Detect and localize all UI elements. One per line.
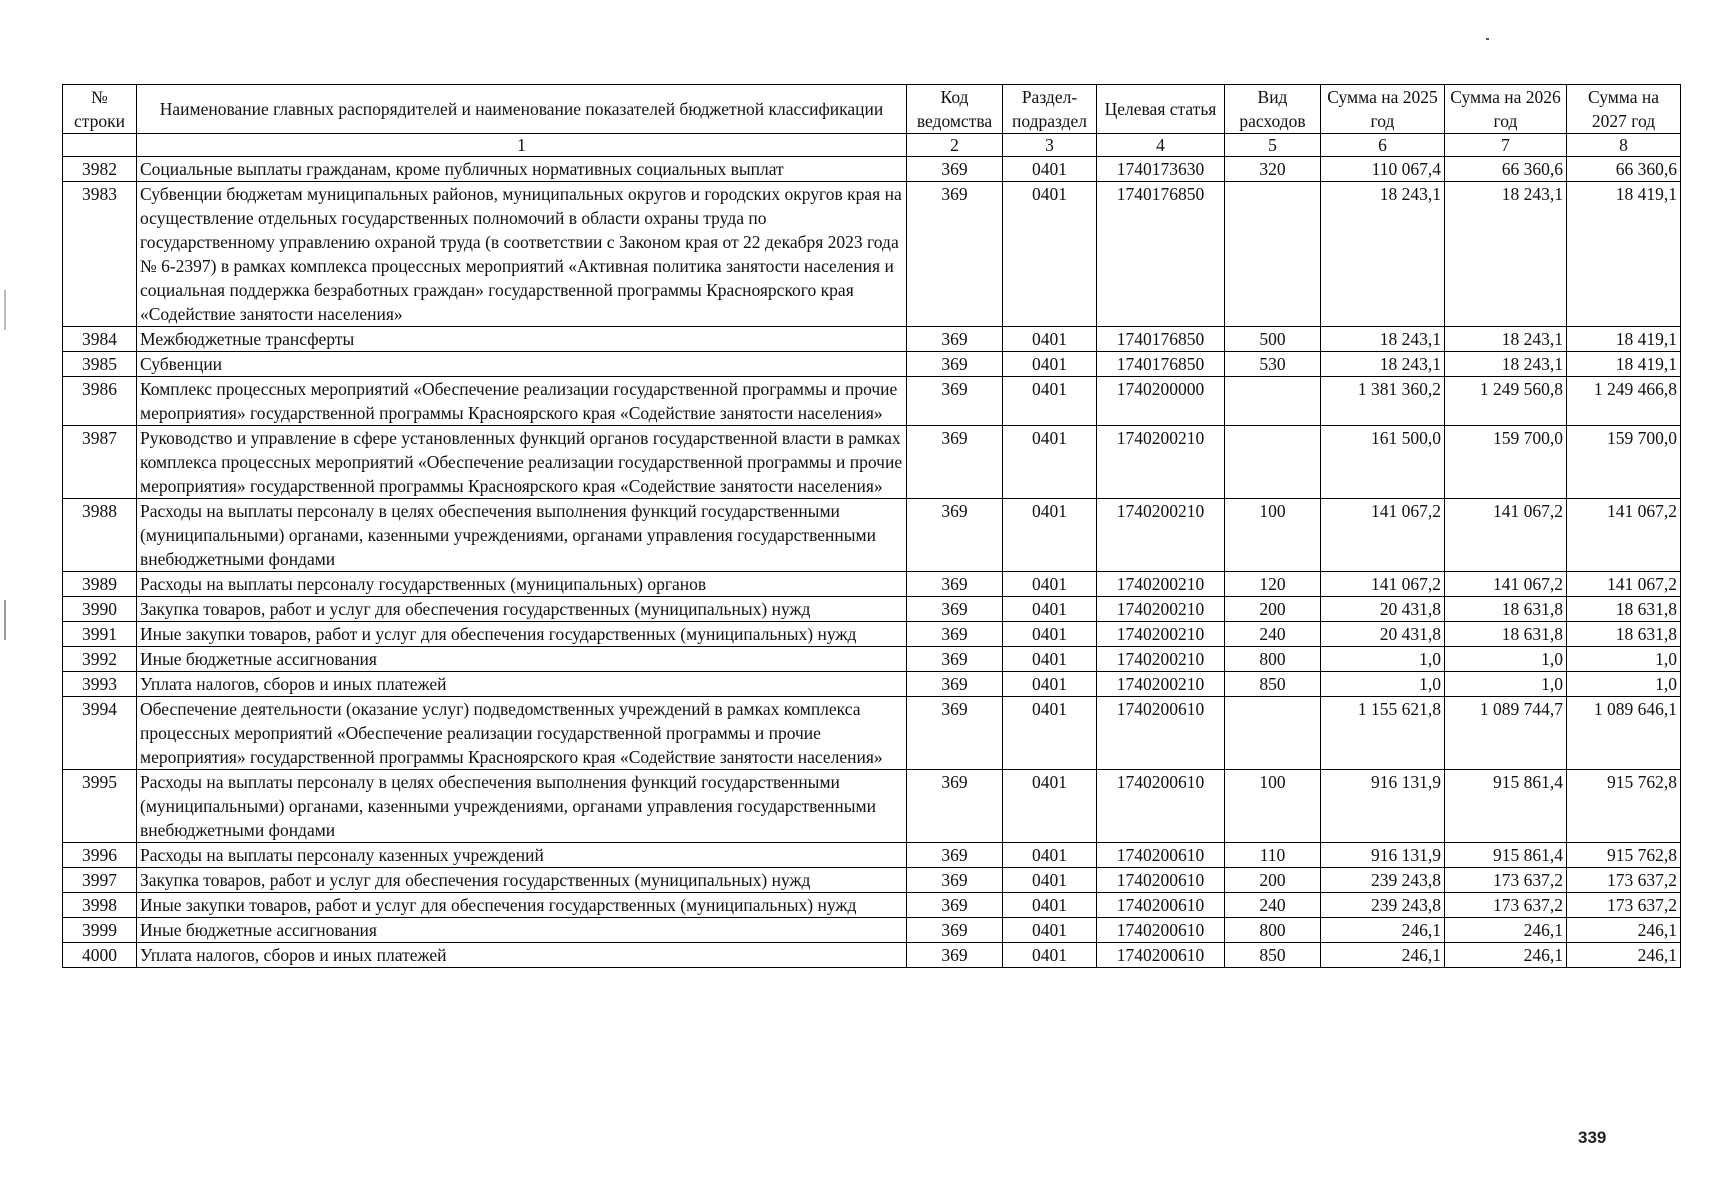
cell-section: 0401 [1003, 672, 1097, 697]
cell-section: 0401 [1003, 572, 1097, 597]
cell-section: 0401 [1003, 843, 1097, 868]
cell-dept-code: 369 [907, 918, 1003, 943]
cell-sum-2025: 246,1 [1321, 943, 1445, 968]
cell-sum-2026: 66 360,6 [1445, 157, 1567, 182]
table-row [63, 597, 1681, 622]
cell-dept-code: 369 [907, 893, 1003, 918]
cell-row-number: 3986 [63, 377, 137, 426]
cell-dept-code: 369 [907, 352, 1003, 377]
header-target-article: Целевая статья [1097, 85, 1225, 134]
column-number: 4 [1097, 134, 1225, 157]
cell-name: Обеспечение деятельности (оказание услуг) подведомственных учреждений в рамках комплекса процессных мероприятий «Обеспечение реализации государственной программы и прочие мероприятия» государственной программы Красноярского края «Содействие занятости населения» [137, 697, 907, 770]
column-number [63, 134, 137, 157]
cell-sum-2026: 1,0 [1445, 647, 1567, 672]
cell-sum-2026: 246,1 [1445, 943, 1567, 968]
header-sum-2027: Сумма на 2027 год [1567, 85, 1681, 134]
cell-target-article: 1740200210 [1097, 672, 1225, 697]
column-number: 5 [1225, 134, 1321, 157]
cell-section: 0401 [1003, 426, 1097, 499]
cell-section: 0401 [1003, 697, 1097, 770]
cell-sum-2027: 915 762,8 [1567, 843, 1681, 868]
cell-sum-2025: 1 381 360,2 [1321, 377, 1445, 426]
page-number: 339 [1578, 1128, 1607, 1147]
cell-sum-2026: 246,1 [1445, 918, 1567, 943]
cell-sum-2027: 141 067,2 [1567, 499, 1681, 572]
cell-section: 0401 [1003, 597, 1097, 622]
cell-dept-code: 369 [907, 157, 1003, 182]
cell-sum-2025: 141 067,2 [1321, 499, 1445, 572]
cell-name: Расходы на выплаты персоналу в целях обеспечения выполнения функций государственными (муниципальными) органами, казенными учреждениями, органами управления государственными внебюджетными фондами [137, 770, 907, 843]
cell-sum-2025: 1 155 621,8 [1321, 697, 1445, 770]
cell-row-number: 3999 [63, 918, 137, 943]
cell-sum-2025: 110 067,4 [1321, 157, 1445, 182]
cell-name: Социальные выплаты гражданам, кроме публичных нормативных социальных выплат [137, 157, 907, 182]
cell-sum-2027: 915 762,8 [1567, 770, 1681, 843]
cell-dept-code: 369 [907, 572, 1003, 597]
cell-section: 0401 [1003, 647, 1097, 672]
table-row [63, 697, 1681, 770]
cell-target-article: 1740200610 [1097, 893, 1225, 918]
cell-name: Закупка товаров, работ и услуг для обеспечения государственных (муниципальных) нужд [137, 868, 907, 893]
table-row [63, 868, 1681, 893]
cell-name: Иные бюджетные ассигнования [137, 918, 907, 943]
cell-target-article: 1740200210 [1097, 499, 1225, 572]
cell-sum-2026: 1 249 560,8 [1445, 377, 1567, 426]
cell-sum-2027: 18 631,8 [1567, 622, 1681, 647]
cell-name: Расходы на выплаты персоналу государственных (муниципальных) органов [137, 572, 907, 597]
cell-section: 0401 [1003, 770, 1097, 843]
cell-sum-2026: 18 243,1 [1445, 182, 1567, 327]
cell-row-number: 3994 [63, 697, 137, 770]
cell-expense-type: 500 [1225, 327, 1321, 352]
cell-target-article: 1740176850 [1097, 352, 1225, 377]
cell-sum-2025: 18 243,1 [1321, 327, 1445, 352]
column-number-row [63, 134, 1681, 157]
cell-dept-code: 369 [907, 377, 1003, 426]
cell-target-article: 1740200210 [1097, 597, 1225, 622]
cell-dept-code: 369 [907, 770, 1003, 843]
column-number: 7 [1445, 134, 1567, 157]
cell-section: 0401 [1003, 622, 1097, 647]
cell-row-number: 3985 [63, 352, 137, 377]
cell-sum-2025: 18 243,1 [1321, 352, 1445, 377]
cell-sum-2026: 159 700,0 [1445, 426, 1567, 499]
cell-target-article: 1740200610 [1097, 868, 1225, 893]
table-row [63, 426, 1681, 499]
cell-target-article: 1740200210 [1097, 622, 1225, 647]
cell-sum-2025: 141 067,2 [1321, 572, 1445, 597]
column-number: 8 [1567, 134, 1681, 157]
cell-dept-code: 369 [907, 868, 1003, 893]
cell-sum-2026: 141 067,2 [1445, 499, 1567, 572]
header-sum-2026: Сумма на 2026 год [1445, 85, 1567, 134]
table-row [63, 572, 1681, 597]
cell-sum-2025: 1,0 [1321, 647, 1445, 672]
cell-name: Субвенции бюджетам муниципальных районов, муниципальных округов и городских округов края на осуществление отдельных государственных полномочий в области охраны труда по государственному управлению охраной труда (в соответствии с Законом края от 22 декабря 2023 года № 6-2397) в рамках комплекса процессных мероприятий «Активная политика занятости населения и социальная поддержка безработных граждан» государственной программы Красноярского края «Содействие занятости населения» [137, 182, 907, 327]
cell-sum-2026: 173 637,2 [1445, 893, 1567, 918]
header-section: Раздел- подраздел [1003, 85, 1097, 134]
table-row [63, 377, 1681, 426]
cell-sum-2026: 18 243,1 [1445, 327, 1567, 352]
cell-row-number: 4000 [63, 943, 137, 968]
cell-sum-2025: 916 131,9 [1321, 770, 1445, 843]
cell-expense-type [1225, 182, 1321, 327]
header-row-number: № строки [63, 85, 137, 134]
cell-dept-code: 369 [907, 943, 1003, 968]
cell-sum-2025: 20 431,8 [1321, 622, 1445, 647]
cell-dept-code: 369 [907, 672, 1003, 697]
cell-dept-code: 369 [907, 597, 1003, 622]
cell-sum-2025: 239 243,8 [1321, 893, 1445, 918]
cell-row-number: 3990 [63, 597, 137, 622]
cell-sum-2027: 1 089 646,1 [1567, 697, 1681, 770]
cell-sum-2027: 1,0 [1567, 672, 1681, 697]
cell-section: 0401 [1003, 327, 1097, 352]
cell-target-article: 1740200610 [1097, 943, 1225, 968]
cell-row-number: 3982 [63, 157, 137, 182]
cell-section: 0401 [1003, 893, 1097, 918]
table-row [63, 622, 1681, 647]
cell-row-number: 3993 [63, 672, 137, 697]
cell-dept-code: 369 [907, 182, 1003, 327]
cell-row-number: 3997 [63, 868, 137, 893]
cell-expense-type [1225, 426, 1321, 499]
cell-sum-2026: 915 861,4 [1445, 843, 1567, 868]
table-row [63, 499, 1681, 572]
header-name: Наименование главных распорядителей и наименование показателей бюджетной классификации [137, 85, 907, 134]
table-row [63, 943, 1681, 968]
cell-sum-2025: 1,0 [1321, 672, 1445, 697]
table-row [63, 647, 1681, 672]
header-expense-type: Вид расходов [1225, 85, 1321, 134]
scan-artifact-mark [1486, 38, 1489, 40]
cell-section: 0401 [1003, 182, 1097, 327]
table-header-row [63, 85, 1681, 134]
cell-target-article: 1740200610 [1097, 918, 1225, 943]
scan-artifact-mark [4, 290, 6, 330]
cell-sum-2027: 246,1 [1567, 918, 1681, 943]
cell-sum-2026: 18 631,8 [1445, 597, 1567, 622]
cell-name: Комплекс процессных мероприятий «Обеспечение реализации государственной программы и прочие мероприятия» государственной программы Красноярского края «Содействие занятости населения» [137, 377, 907, 426]
cell-expense-type [1225, 377, 1321, 426]
cell-sum-2027: 159 700,0 [1567, 426, 1681, 499]
cell-name: Уплата налогов, сборов и иных платежей [137, 672, 907, 697]
table-row [63, 157, 1681, 182]
table-row [63, 327, 1681, 352]
cell-dept-code: 369 [907, 499, 1003, 572]
cell-name: Межбюджетные трансферты [137, 327, 907, 352]
cell-target-article: 1740176850 [1097, 327, 1225, 352]
cell-sum-2026: 1,0 [1445, 672, 1567, 697]
cell-sum-2025: 161 500,0 [1321, 426, 1445, 499]
cell-expense-type: 530 [1225, 352, 1321, 377]
cell-row-number: 3991 [63, 622, 137, 647]
cell-name: Иные закупки товаров, работ и услуг для обеспечения государственных (муниципальных) нужд [137, 622, 907, 647]
cell-sum-2025: 18 243,1 [1321, 182, 1445, 327]
cell-sum-2025: 20 431,8 [1321, 597, 1445, 622]
cell-sum-2027: 173 637,2 [1567, 893, 1681, 918]
cell-sum-2027: 141 067,2 [1567, 572, 1681, 597]
cell-row-number: 3987 [63, 426, 137, 499]
cell-sum-2026: 915 861,4 [1445, 770, 1567, 843]
cell-expense-type: 240 [1225, 622, 1321, 647]
table-row [63, 672, 1681, 697]
cell-sum-2027: 18 419,1 [1567, 352, 1681, 377]
cell-sum-2026: 1 089 744,7 [1445, 697, 1567, 770]
cell-dept-code: 369 [907, 647, 1003, 672]
cell-dept-code: 369 [907, 697, 1003, 770]
cell-target-article: 1740200610 [1097, 770, 1225, 843]
cell-target-article: 1740200210 [1097, 426, 1225, 499]
column-number: 1 [137, 134, 907, 157]
cell-row-number: 3995 [63, 770, 137, 843]
cell-name: Руководство и управление в сфере установленных функций органов государственной власти в рамках комплекса процессных мероприятий «Обеспечение реализации государственной программы и прочие мероприятия» государственной программы Красноярского края «Содействие занятости населения» [137, 426, 907, 499]
cell-row-number: 3996 [63, 843, 137, 868]
cell-name: Расходы на выплаты персоналу казенных учреждений [137, 843, 907, 868]
cell-name: Иные бюджетные ассигнования [137, 647, 907, 672]
column-number: 6 [1321, 134, 1445, 157]
cell-name: Закупка товаров, работ и услуг для обеспечения государственных (муниципальных) нужд [137, 597, 907, 622]
cell-sum-2025: 246,1 [1321, 918, 1445, 943]
cell-section: 0401 [1003, 499, 1097, 572]
cell-name: Расходы на выплаты персоналу в целях обеспечения выполнения функций государственными (муниципальными) органами, казенными учреждениями, органами управления государственными внебюджетными фондами [137, 499, 907, 572]
cell-row-number: 3988 [63, 499, 137, 572]
cell-sum-2027: 1,0 [1567, 647, 1681, 672]
cell-expense-type [1225, 697, 1321, 770]
cell-expense-type: 320 [1225, 157, 1321, 182]
cell-dept-code: 369 [907, 327, 1003, 352]
cell-sum-2025: 916 131,9 [1321, 843, 1445, 868]
cell-name: Иные закупки товаров, работ и услуг для обеспечения государственных (муниципальных) нужд [137, 893, 907, 918]
cell-expense-type: 110 [1225, 843, 1321, 868]
cell-section: 0401 [1003, 157, 1097, 182]
cell-sum-2026: 141 067,2 [1445, 572, 1567, 597]
cell-name: Субвенции [137, 352, 907, 377]
table-row [63, 352, 1681, 377]
cell-row-number: 3998 [63, 893, 137, 918]
cell-section: 0401 [1003, 943, 1097, 968]
cell-dept-code: 369 [907, 843, 1003, 868]
table-row [63, 893, 1681, 918]
cell-expense-type: 800 [1225, 918, 1321, 943]
cell-section: 0401 [1003, 352, 1097, 377]
cell-sum-2027: 246,1 [1567, 943, 1681, 968]
cell-dept-code: 369 [907, 426, 1003, 499]
cell-sum-2025: 239 243,8 [1321, 868, 1445, 893]
cell-expense-type: 200 [1225, 597, 1321, 622]
cell-expense-type: 100 [1225, 770, 1321, 843]
cell-target-article: 1740200610 [1097, 697, 1225, 770]
cell-expense-type: 120 [1225, 572, 1321, 597]
budget-table [62, 84, 1681, 968]
cell-sum-2026: 18 243,1 [1445, 352, 1567, 377]
cell-sum-2027: 66 360,6 [1567, 157, 1681, 182]
cell-section: 0401 [1003, 377, 1097, 426]
column-number: 2 [907, 134, 1003, 157]
cell-target-article: 1740200610 [1097, 843, 1225, 868]
cell-target-article: 1740173630 [1097, 157, 1225, 182]
table-row [63, 182, 1681, 327]
table-body [63, 157, 1681, 968]
cell-expense-type: 240 [1225, 893, 1321, 918]
cell-target-article: 1740200210 [1097, 572, 1225, 597]
cell-sum-2026: 173 637,2 [1445, 868, 1567, 893]
cell-row-number: 3983 [63, 182, 137, 327]
table-row [63, 918, 1681, 943]
cell-dept-code: 369 [907, 622, 1003, 647]
cell-row-number: 3984 [63, 327, 137, 352]
cell-row-number: 3992 [63, 647, 137, 672]
cell-target-article: 1740200000 [1097, 377, 1225, 426]
cell-expense-type: 850 [1225, 943, 1321, 968]
cell-expense-type: 100 [1225, 499, 1321, 572]
cell-sum-2027: 18 631,8 [1567, 597, 1681, 622]
cell-sum-2027: 173 637,2 [1567, 868, 1681, 893]
scan-artifact-mark [4, 600, 6, 640]
cell-sum-2027: 18 419,1 [1567, 327, 1681, 352]
cell-target-article: 1740200210 [1097, 647, 1225, 672]
column-number: 3 [1003, 134, 1097, 157]
table-row [63, 770, 1681, 843]
table-row [63, 843, 1681, 868]
cell-expense-type: 800 [1225, 647, 1321, 672]
cell-sum-2027: 18 419,1 [1567, 182, 1681, 327]
cell-expense-type: 200 [1225, 868, 1321, 893]
header-sum-2025: Сумма на 2025 год [1321, 85, 1445, 134]
cell-section: 0401 [1003, 918, 1097, 943]
cell-expense-type: 850 [1225, 672, 1321, 697]
cell-sum-2026: 18 631,8 [1445, 622, 1567, 647]
cell-section: 0401 [1003, 868, 1097, 893]
header-dept-code: Код ведомства [907, 85, 1003, 134]
cell-sum-2027: 1 249 466,8 [1567, 377, 1681, 426]
cell-name: Уплата налогов, сборов и иных платежей [137, 943, 907, 968]
cell-target-article: 1740176850 [1097, 182, 1225, 327]
cell-row-number: 3989 [63, 572, 137, 597]
